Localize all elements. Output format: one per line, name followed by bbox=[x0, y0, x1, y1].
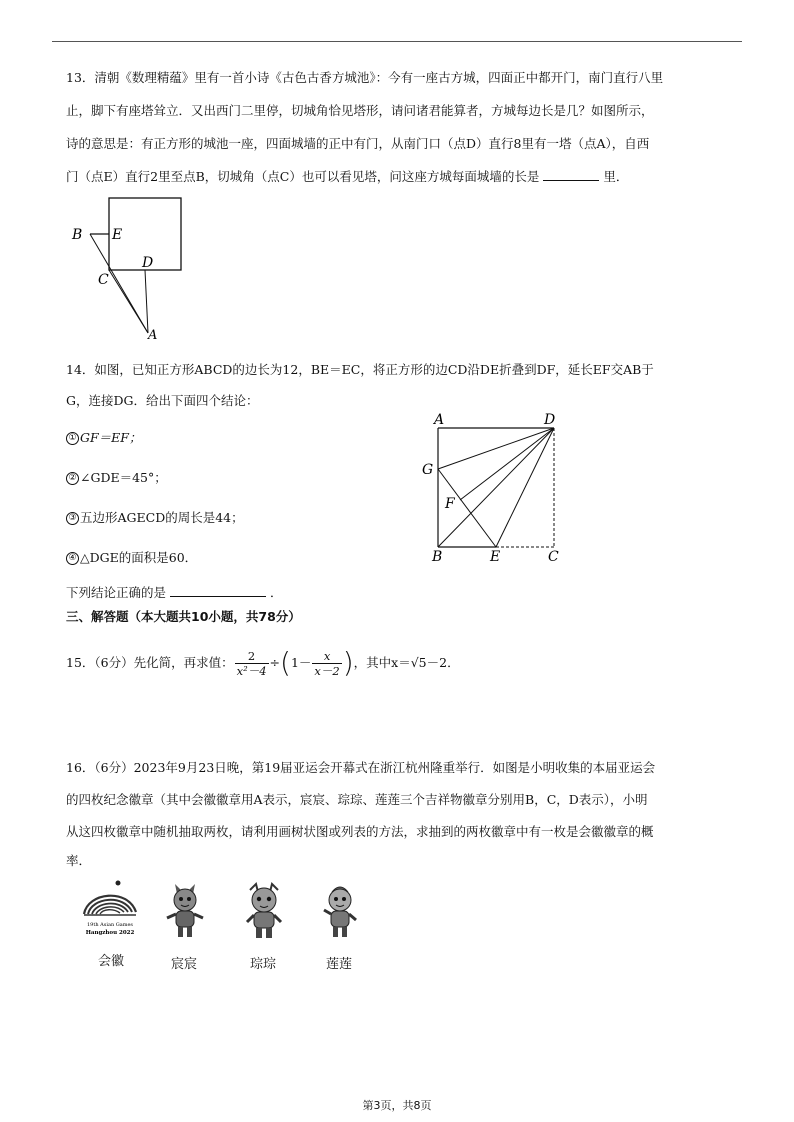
q16-line-3: 从这四枚徽章中随机抽取两枚，请利用画树状图或列表的方法，求抽到的两枚徽章中有一枚是会徽徽章的概 bbox=[66, 824, 654, 839]
q14-answer-end: ． bbox=[269, 585, 283, 600]
q15-f1-denominator: x²－4 bbox=[236, 663, 267, 678]
q15-right-paren: ) bbox=[342, 646, 354, 679]
mascot-lianlian-badge bbox=[318, 882, 362, 942]
q13-label-B: B bbox=[72, 227, 83, 243]
badge-label-lianlian: 莲莲 bbox=[326, 957, 353, 972]
emblem-text-1: 19th Asian Games bbox=[87, 922, 133, 928]
q14-label-C: C bbox=[548, 549, 559, 565]
q13-label-D: D bbox=[142, 255, 154, 271]
q14-conclusion-1 bbox=[66, 430, 141, 446]
q13-line-4 bbox=[66, 167, 628, 185]
q16-line-1: 16．（6分）2023年9月23日晚，第19届亚运会开幕式在浙江杭州隆重举行．如图是小明收集的本届亚运会 bbox=[66, 760, 656, 775]
q13-line-DA bbox=[145, 270, 148, 333]
asian-games-emblem bbox=[78, 878, 142, 940]
q14-c3-number: ③ bbox=[66, 512, 79, 525]
badge-label-chenchen: 宸宸 bbox=[171, 957, 198, 972]
q14-label-B: B bbox=[432, 549, 443, 565]
q14-label-G: G bbox=[422, 462, 434, 478]
q16-line-4: 率． bbox=[66, 853, 92, 868]
q14-c3-text: 五边形AGECD的周长是44； bbox=[80, 510, 244, 525]
q15-f1-numerator: 2 bbox=[235, 649, 269, 664]
q13-label-C: C bbox=[98, 272, 109, 288]
q14-label-F: F bbox=[445, 496, 455, 512]
q15-line bbox=[66, 645, 460, 681]
q13-line-3: 诗的意思是：有正方形的城池一座，四面城墙的正中有门，从南门口（点D）直行8里有一塔（点A），自西 bbox=[66, 136, 650, 151]
q16-line-2: 的四枚纪念徽章（其中会徽徽章用A表示，宸宸、琮琮、莲莲三个吉祥物徽章分别用B，C，D表示），小明 bbox=[66, 792, 648, 807]
q14-conclusion-4 bbox=[66, 550, 197, 566]
q14-c2-text: ∠GDE＝45°； bbox=[80, 470, 167, 485]
q14-conclusion-3 bbox=[66, 510, 244, 526]
q13-line-1: 13．清朝《数理精蕴》里有一首小诗《古色古香方城池》：今有一座古方城，四面正中都开门，南门直行八里 bbox=[66, 70, 664, 85]
q14-answer-prompt: 下列结论正确的是 bbox=[66, 585, 167, 600]
q14-c4-text: △DGE的面积是60． bbox=[80, 550, 198, 565]
q13-figure bbox=[60, 188, 200, 343]
emblem-text-2: Hangzhou 2022 bbox=[85, 930, 135, 936]
mascot-chenchen-badge bbox=[163, 880, 207, 942]
q14-line-2: G，连接DG．给出下面四个结论： bbox=[66, 393, 259, 408]
q14-line-DF bbox=[460, 428, 554, 500]
q14-label-D: D bbox=[544, 412, 556, 428]
q13-answer-blank[interactable] bbox=[543, 167, 599, 181]
q15-fraction-2 bbox=[312, 649, 341, 678]
q13-line-CA bbox=[109, 270, 148, 333]
q14-c2-number: ② bbox=[66, 472, 79, 485]
q13-label-A: A bbox=[148, 328, 158, 343]
q14-c4-number: ④ bbox=[66, 552, 79, 565]
q15-prefix: 15．（6分）先化简，再求值： bbox=[66, 655, 234, 670]
q14-line-1: 14．如图，已知正方形ABCD的边长为12，BE＝EC，将正方形的边CD沿DE折叠到DF，延长EF交AB于 bbox=[66, 362, 654, 377]
q15-fraction-1 bbox=[235, 649, 269, 678]
q14-answer-line bbox=[66, 583, 283, 601]
q14-c1-text: GF＝EF； bbox=[80, 430, 142, 445]
q14-figure bbox=[418, 408, 578, 568]
q15-divide: ÷ bbox=[269, 655, 281, 670]
badge-label-congcong: 琮琮 bbox=[250, 957, 277, 972]
mascot-congcong-badge bbox=[242, 882, 286, 942]
top-rule bbox=[52, 41, 742, 42]
q14-label-A: A bbox=[434, 412, 445, 428]
q14-answer-blank[interactable] bbox=[170, 583, 266, 597]
q15-f2-denominator: x－2 bbox=[314, 663, 340, 678]
q14-c1-number: ① bbox=[66, 432, 79, 445]
badge-label-emblem: 会徽 bbox=[98, 954, 125, 969]
q15-one-minus: 1－ bbox=[290, 655, 312, 670]
q14-conclusion-2 bbox=[66, 470, 167, 486]
q14-label-E: E bbox=[490, 549, 501, 565]
section-3-title: 三、解答题（本大题共10小题，共78分） bbox=[66, 609, 301, 624]
q15-f2-numerator: x bbox=[312, 649, 341, 664]
q13-line-2: 止，脚下有座塔耸立．又出西门二里停，切城角恰见塔形，请问诸君能算者，方城每边长是几？如图所示， bbox=[66, 103, 654, 118]
q15-suffix: ，其中x＝√5－2． bbox=[353, 655, 460, 670]
q13-line-4-end: 里． bbox=[603, 169, 629, 184]
q14-line-BD bbox=[438, 428, 554, 547]
q15-left-paren: ( bbox=[280, 646, 291, 679]
q13-line-4-text: 门（点E）直行2里至点B，切城角（点C）也可以看见塔，问这座方城每面城墙的长是 bbox=[66, 169, 540, 184]
page-footer: 第3页，共8页 bbox=[362, 1099, 432, 1112]
q13-label-E: E bbox=[112, 227, 123, 243]
